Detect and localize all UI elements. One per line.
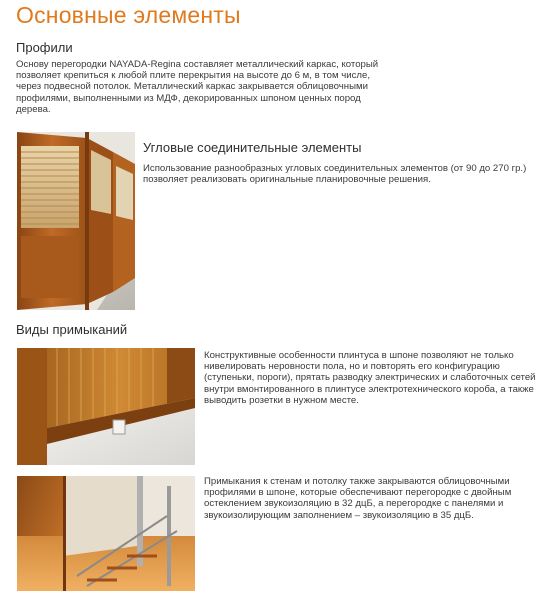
profiles-text: Основу перегородки NAYADA-Regina составляет металлический каркас, который позволяет крепиться к любой плите перекрытия на высоте до 6 м, в том числе, через подвесной потолок. Металлический каркас закрывается облицовочными профилями, выполненными из МДФ, декорированных шпоном ценных пород дерева. <box>16 59 379 115</box>
wall-junction-text: Примыкания к стенам и потолку также закрываются облицовочными профилями в шпоне, которые обеспечивают перегородке с двойным остеклением звукоизоляцию в 32 дцБ, а перегородке с панелями и звукоизолирующим заполнением – звукоизоляцию в 35 дцБ. <box>204 476 512 521</box>
junctions-heading: Виды примыканий <box>16 322 128 337</box>
corner-partition-image <box>17 132 135 310</box>
corner-heading: Угловые соединительные элементы <box>143 140 362 155</box>
corner-text: Использование разнообразных угловых соединительных элементов (от 90 до 270 гр.) позволяет реализовать оригинальные планировочные решения. <box>143 163 527 186</box>
profiles-heading: Профили <box>16 40 73 55</box>
baseboard-image <box>17 348 195 465</box>
wall-junction-image <box>17 476 195 591</box>
page-title: Основные элементы <box>16 2 241 28</box>
baseboard-text: Конструктивные особенности плинтуса в шпоне позволяют не только нивелировать неровности пола, но и повторять его конфигурацию (ступеньки, пороги), прятать разводку электрических и слаботочных сетей внутри вмонтированного в плинтусе электротехнического короба, а также выводить розетки в нужном месте. <box>204 350 536 406</box>
